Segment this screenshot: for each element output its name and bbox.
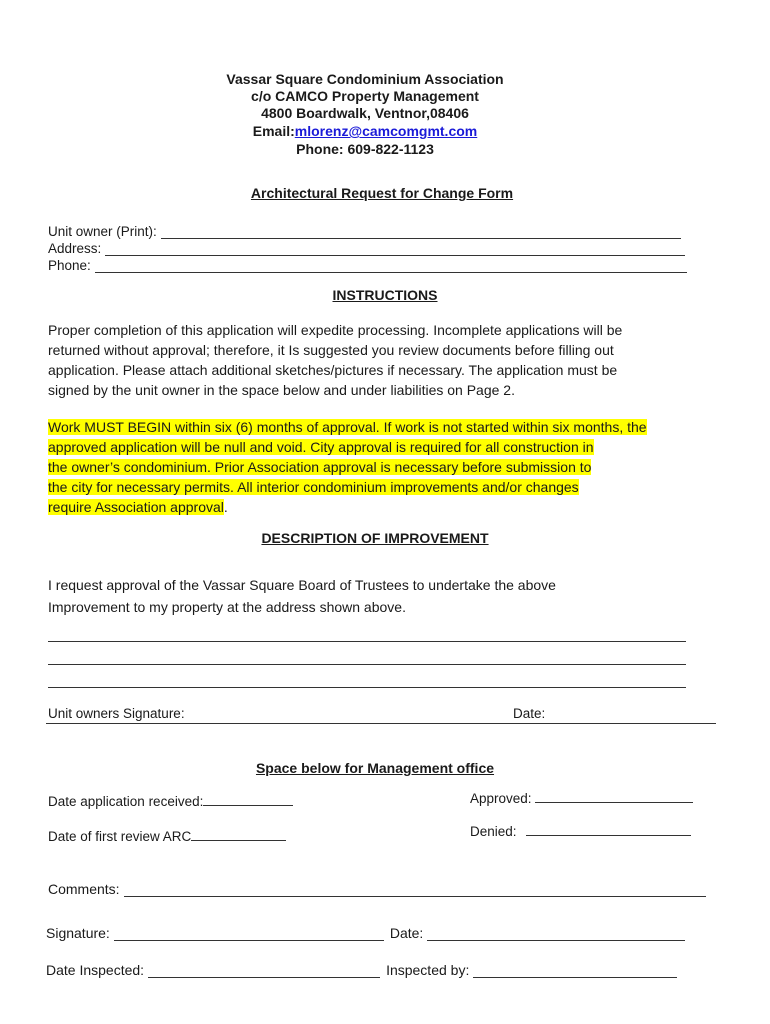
instructions-line: returned without approval; therefore, it Is suggested you review documents before filling out — [48, 342, 614, 358]
instructions-paragraph — [48, 320, 698, 400]
improvement-text — [48, 574, 698, 618]
instructions-line: application. Please attach additional sketches/pictures if necessary. The application must be — [48, 362, 618, 378]
address-line[interactable] — [105, 243, 685, 256]
highlighted-notice — [48, 417, 708, 517]
denied-label: Denied: — [470, 824, 517, 839]
inspected-by-line[interactable] — [473, 965, 677, 978]
denied-field[interactable] — [470, 824, 691, 839]
email-link[interactable]: mlorenz@camcomgmt.com — [294, 123, 478, 139]
owner-date-label: Date: — [513, 706, 546, 721]
denied-line[interactable] — [526, 825, 691, 836]
management-heading: Space below for Management office — [255, 760, 495, 776]
care-of-line: c/o CAMCO Property Management — [251, 88, 479, 104]
date-received-field[interactable] — [48, 793, 293, 809]
description-line-1[interactable] — [48, 641, 686, 642]
signature-label: Signature: — [46, 925, 110, 941]
notice-line: approved application will be null and void. City approval is required for all construction in — [48, 439, 594, 455]
org-phone: Phone: 609-822-1123 — [296, 141, 434, 157]
comments-label: Comments: — [48, 881, 120, 897]
date-label: Date: — [389, 925, 424, 941]
email-label: Email: — [252, 123, 295, 139]
date-received-label: Date application received: — [48, 794, 204, 809]
notice-period: . — [223, 499, 228, 515]
date-inspected-label: Date Inspected: — [46, 962, 145, 978]
first-review-line[interactable] — [191, 830, 286, 841]
instructions-line: Proper completion of this application will expedite processing. Incomplete applications will be — [48, 322, 623, 338]
first-review-field[interactable] — [48, 829, 286, 844]
phone-field[interactable] — [48, 258, 687, 273]
improvement-line-1: I request approval of the Vassar Square Board of Trustees to undertake the above — [48, 577, 556, 593]
date-received-line[interactable] — [203, 793, 293, 806]
notice-line: Work MUST BEGIN within six (6) months of approval. If work is not started within six months, the — [48, 419, 647, 435]
email-line — [0, 123, 730, 141]
notice-line: the owner’s condominium. Prior Association approval is necessary before submission to — [48, 459, 592, 475]
instructions-line: signed by the unit owner in the space below and under liabilities on Page 2. — [48, 382, 515, 398]
instructions-heading: INSTRUCTIONS — [332, 287, 438, 303]
signature-field[interactable] — [46, 925, 685, 941]
description-line-2[interactable] — [48, 664, 686, 665]
first-review-label: Date of first review ARC — [48, 829, 192, 844]
comments-line[interactable] — [124, 884, 706, 897]
approved-label: Approved: — [470, 791, 532, 806]
notice-line: require Association approval — [48, 499, 224, 515]
description-line-3[interactable] — [48, 687, 686, 688]
org-name: Vassar Square Condominium Association — [226, 71, 504, 87]
unit-owner-line[interactable] — [161, 226, 681, 239]
address-field[interactable] — [48, 241, 685, 256]
comments-field[interactable] — [48, 881, 706, 897]
date-line[interactable] — [427, 928, 685, 941]
form-title: Architectural Request for Change Form — [250, 185, 514, 201]
inspection-field[interactable] — [46, 962, 677, 978]
unit-owner-field[interactable] — [48, 224, 681, 239]
improvement-line-2: Improvement to my property at the address shown above. — [48, 599, 406, 615]
org-address: 4800 Boardwalk, Ventnor,08406 — [261, 105, 469, 121]
owner-signature-label: Unit owners Signature: — [48, 706, 185, 721]
notice-line: the city for necessary permits. All interior condominium improvements and/or changes — [48, 479, 579, 495]
address-label: Address: — [48, 241, 102, 256]
date-inspected-line[interactable] — [148, 965, 380, 978]
owner-signature-line[interactable] — [46, 723, 716, 724]
approved-field[interactable] — [470, 791, 693, 806]
phone-label: Phone: — [48, 258, 91, 273]
improvement-heading: DESCRIPTION OF IMPROVEMENT — [261, 530, 489, 546]
approved-line[interactable] — [535, 792, 693, 803]
signature-line[interactable] — [114, 928, 384, 941]
inspected-by-label: Inspected by: — [386, 962, 470, 978]
phone-line[interactable] — [95, 260, 687, 273]
unit-owner-label: Unit owner (Print): — [48, 224, 157, 239]
